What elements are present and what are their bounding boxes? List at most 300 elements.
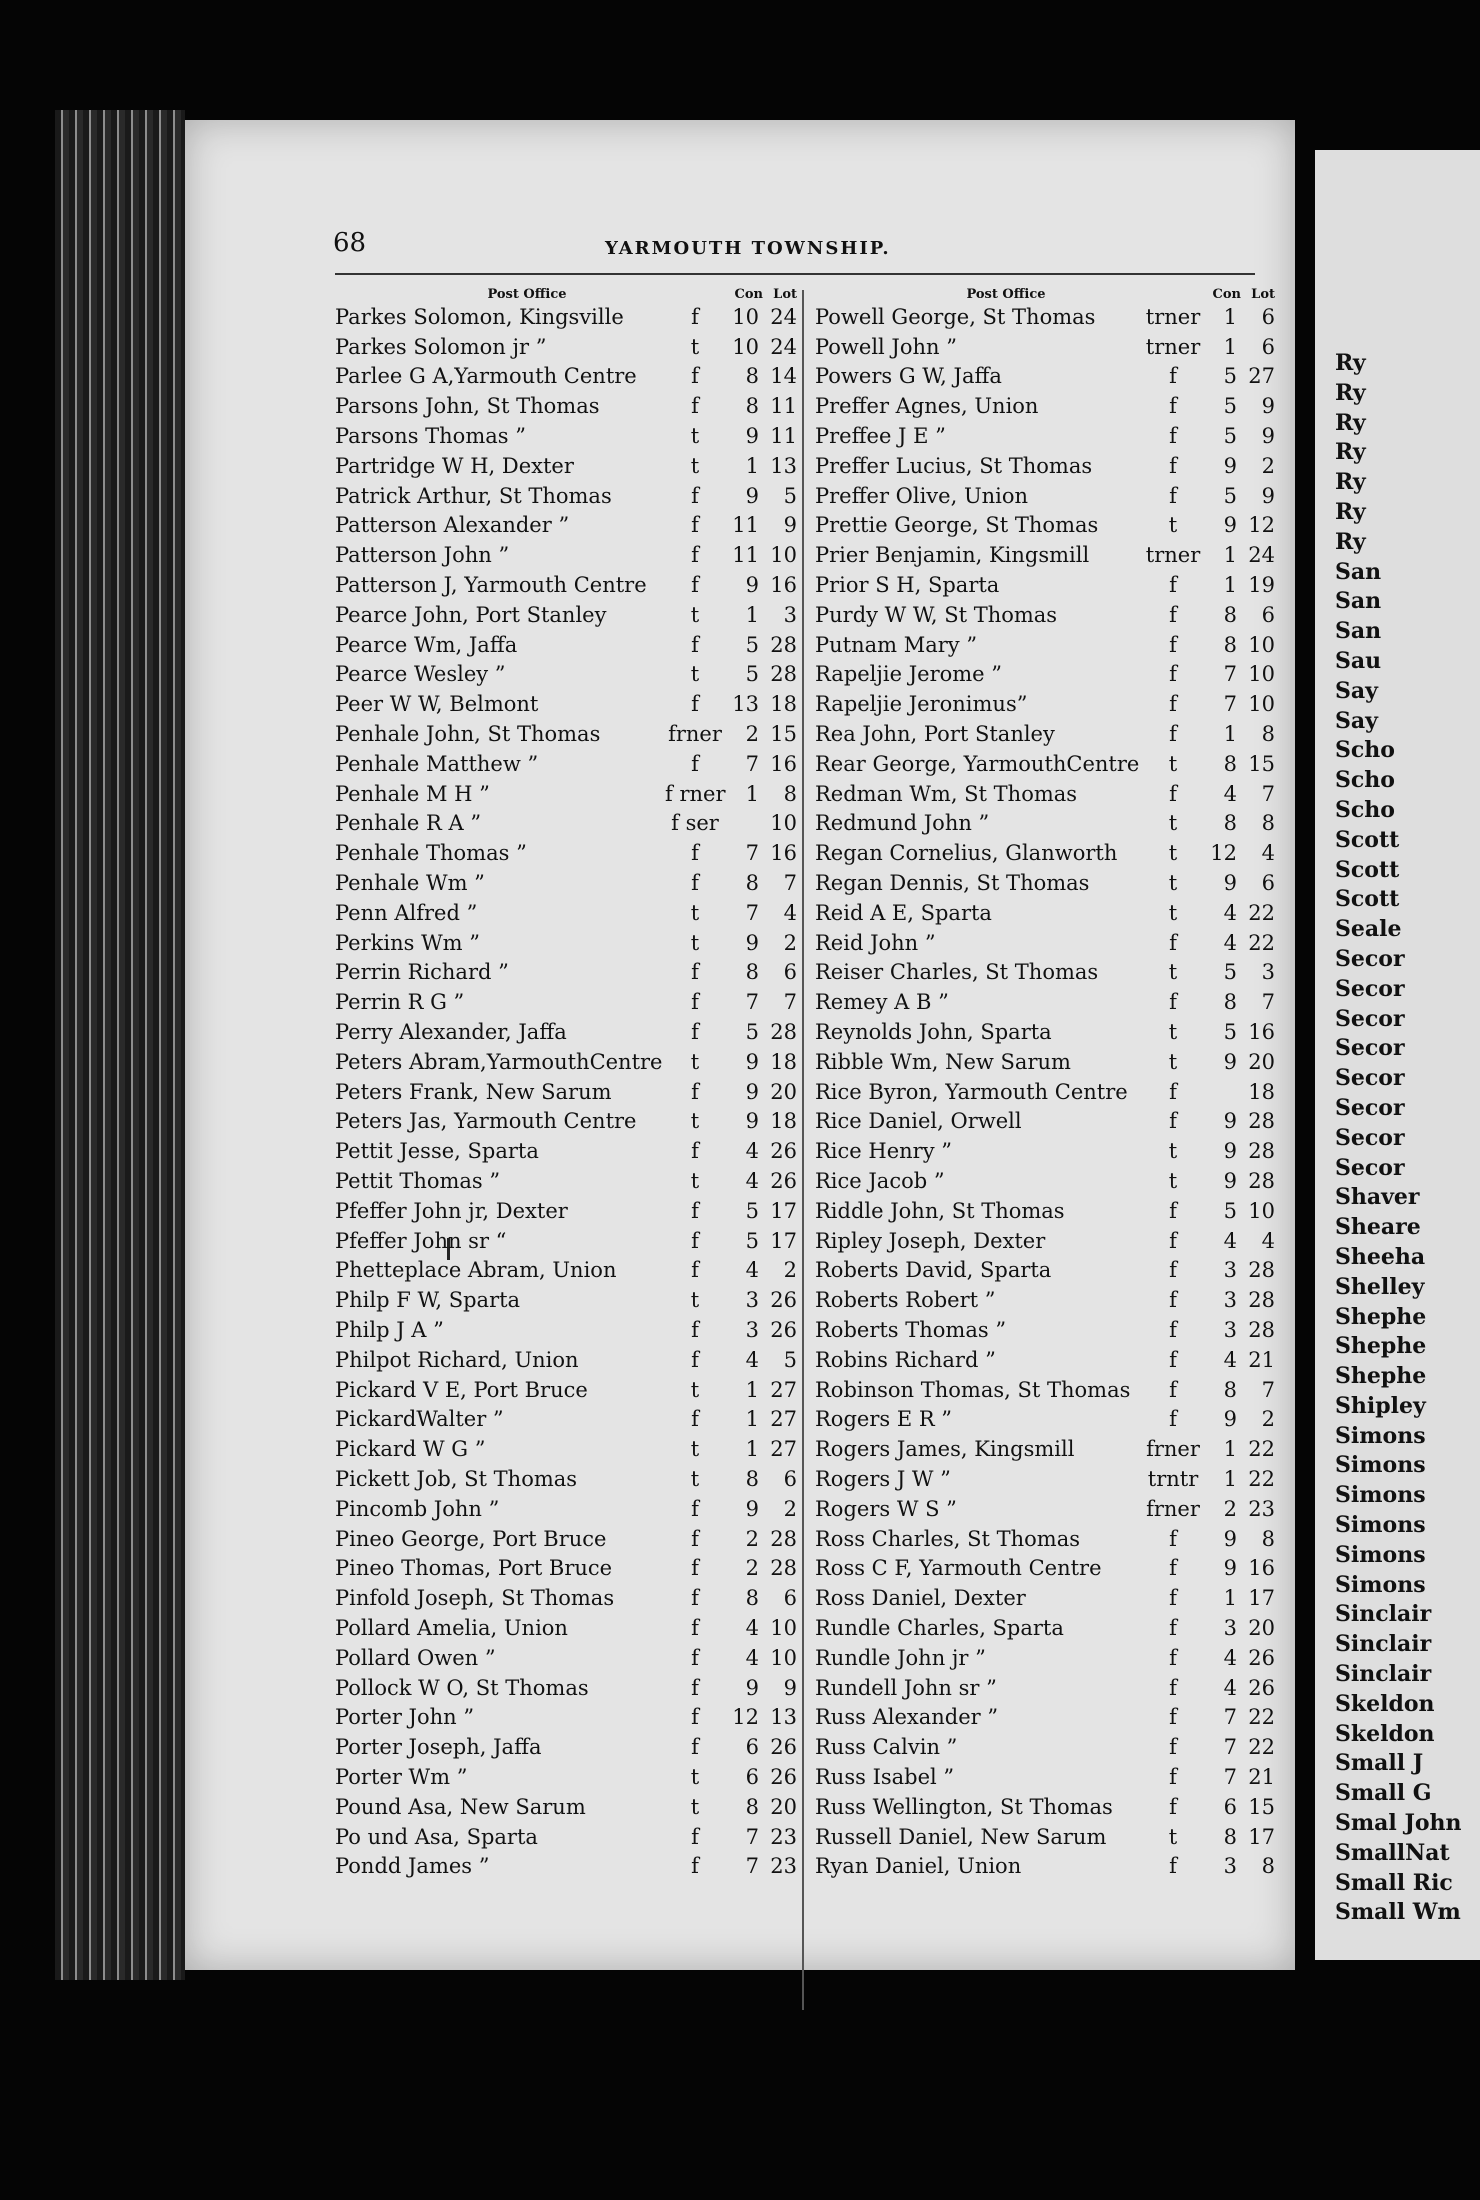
entry-tenure: f [691,394,699,419]
entry-tenure: f [691,960,699,985]
list-item [335,362,797,392]
entry-name: Rundle Charles, Sparta [815,1615,1064,1640]
entry-tenure: t [690,453,700,478]
column-divider [802,290,804,2010]
list-item [335,898,797,928]
entry-lot: 17 [770,1198,797,1223]
entry-lot: 14 [770,364,797,389]
entry-con: 4 [1223,1347,1237,1372]
facing-page-line: Scott [1335,856,1400,883]
list-item [335,1136,797,1166]
entry-name: Preffer Lucius, St Thomas [815,453,1093,478]
entry-tenure: f [1169,1556,1177,1581]
entry-con: 7 [745,990,759,1015]
list-item [815,660,1275,690]
entry-con: 7 [1223,662,1237,687]
entry-tenure: f [1169,1258,1177,1283]
entry-tenure: f [691,573,699,598]
entry-tenure: t [1168,1824,1178,1849]
entry-lot: 26 [1248,1675,1275,1700]
list-item [815,540,1275,570]
entry-name: Pickard W G ” [335,1437,486,1462]
entry-lot: 26 [770,1735,797,1760]
entry-lot: 9 [783,513,797,538]
entry-tenure: f [1169,1794,1177,1819]
list-item [815,421,1275,451]
list-item [335,1702,797,1732]
entry-lot: 13 [770,453,797,478]
entry-lot: 2 [1261,453,1275,478]
facing-page-line: San [1335,558,1382,585]
entry-tenure: f [1169,1764,1177,1789]
list-item [815,1017,1275,1047]
right-column-header [815,284,1275,302]
entry-tenure: f [691,841,699,866]
entry-con: 11 [732,543,759,568]
list-item [815,987,1275,1017]
entry-tenure: f ser [671,811,719,836]
header-rule [335,273,1255,275]
list-item [335,928,797,958]
entry-lot: 22 [1248,1466,1275,1491]
lot-header: Lot [773,287,797,302]
entry-lot: 10 [1248,632,1275,657]
entry-name: Parlee G A,Yarmouth Centre [335,364,637,389]
entry-con: 1 [745,1407,759,1432]
entry-con: 1 [745,1437,759,1462]
facing-page-line: Simons [1335,1422,1426,1449]
entry-lot: 15 [770,722,797,747]
entry-lot: 3 [783,602,797,627]
entry-lot: 16 [1248,1020,1275,1045]
entry-lot: 17 [1248,1586,1275,1611]
entry-tenure: f [1169,1854,1177,1879]
entry-lot: 8 [1261,722,1275,747]
entry-name: Robins Richard ” [815,1347,996,1372]
entry-con: 8 [745,871,759,896]
entry-lot: 20 [770,1794,797,1819]
entry-lot: 26 [770,1764,797,1789]
entry-con: 8 [1223,990,1237,1015]
entry-lot: 11 [770,424,797,449]
facing-page-line: Secor [1335,1035,1405,1062]
entry-con: 5 [745,662,759,687]
entry-name: Preffer Olive, Union [815,483,1029,508]
con-header: Con [734,287,763,302]
entry-tenure: f [1169,692,1177,717]
entry-con: 5 [1223,364,1237,389]
facing-page-line: Shipley [1335,1392,1426,1419]
entry-tenure: f [691,513,699,538]
entry-con: 4 [1223,1675,1237,1700]
facing-page-line: Scott [1335,886,1400,913]
entry-name: Philp F W, Sparta [335,1288,521,1313]
list-item [815,1583,1275,1613]
entry-name: Pollock W O, St Thomas [335,1675,589,1700]
entry-lot: 4 [1261,1228,1275,1253]
entry-tenure: f [691,364,699,389]
list-item [335,1613,797,1643]
entry-con: 9 [1223,1526,1237,1551]
facing-page-line: Secor [1335,975,1405,1002]
entry-con: 9 [1223,1556,1237,1581]
entry-tenure: f [691,1496,699,1521]
entry-con: 6 [745,1764,759,1789]
entry-name: Peters Jas, Yarmouth Centre [335,1109,637,1134]
facing-page-line: Seale [1335,916,1402,943]
entry-lot: 18 [1248,1079,1275,1104]
entry-name: Rice Henry ” [815,1139,952,1164]
entry-tenure: f [1169,1645,1177,1670]
list-item [335,868,797,898]
list-item [815,1702,1275,1732]
facing-page-line: Scho [1335,796,1395,823]
entry-con: 4 [745,1347,759,1372]
entry-tenure: t [690,1049,700,1074]
entry-con: 9 [1223,453,1237,478]
entry-con: 9 [745,930,759,955]
entry-tenure: f [691,1020,699,1045]
entry-tenure: t [690,900,700,925]
entry-lot: 23 [770,1854,797,1879]
entry-lot: 16 [1248,1556,1275,1581]
entry-con: 3 [745,1288,759,1313]
entry-lot: 24 [1248,543,1275,568]
facing-page-line: Secor [1335,1124,1405,1151]
facing-page-line: Ry [1335,379,1366,406]
entry-lot: 6 [1261,304,1275,329]
entry-name: Perry Alexander, Jaffa [335,1020,567,1045]
entry-name: Perkins Wm ” [335,930,480,955]
entry-con: 4 [1223,1228,1237,1253]
entry-lot: 6 [1261,602,1275,627]
post-office-header: Post Office [966,287,1046,302]
facing-page-line: Say [1335,707,1378,734]
entry-name: Prior S H, Sparta [815,573,1000,598]
entry-con: 1 [1223,1437,1237,1462]
entry-tenure: f [1169,1586,1177,1611]
entry-lot: 18 [770,692,797,717]
list-item [815,1196,1275,1226]
list-item [815,1375,1275,1405]
entry-tenure: t [690,1377,700,1402]
entry-tenure: f [1169,1377,1177,1402]
facing-page-line: Sheare [1335,1214,1421,1241]
entry-lot: 28 [770,1556,797,1581]
entry-name: Russell Daniel, New Sarum [815,1824,1107,1849]
entry-lot: 2 [1261,1407,1275,1432]
entry-lot: 28 [1248,1139,1275,1164]
entry-name: Pfeffer John sr “ [335,1228,507,1253]
facing-page-line: Skeldon [1335,1690,1435,1717]
entry-name: Porter John ” [335,1705,475,1730]
entry-lot: 28 [1248,1288,1275,1313]
entry-con: 8 [1223,751,1237,776]
entry-lot: 28 [1248,1258,1275,1283]
list-item [815,1673,1275,1703]
entry-lot: 6 [783,960,797,985]
list-item [815,511,1275,541]
entry-con: 7 [1223,1735,1237,1760]
entry-tenure: f [1169,394,1177,419]
entry-tenure: f [691,1705,699,1730]
entry-name: Rice Daniel, Orwell [815,1109,1022,1134]
entry-tenure: f [691,1347,699,1372]
entry-tenure: f [1169,424,1177,449]
list-item [815,689,1275,719]
entry-con: 8 [1223,632,1237,657]
list-item [815,1136,1275,1166]
entry-con: 1 [1223,722,1237,747]
entry-name: Peters Abram,YarmouthCentre [335,1049,663,1074]
entry-con: 12 [732,1705,759,1730]
list-item [815,481,1275,511]
entry-con: 1 [1223,1466,1237,1491]
entry-con: 2 [745,1556,759,1581]
facing-page-line: Simons [1335,1571,1426,1598]
entry-con: 5 [745,632,759,657]
post-office-header: Post Office [487,287,567,302]
entry-lot: 8 [1261,811,1275,836]
facing-page-line: Ry [1335,528,1366,555]
list-item [815,1077,1275,1107]
entry-name: Prier Benjamin, Kingsmill [815,543,1090,568]
entry-name: Philp J A ” [335,1317,444,1342]
entry-lot: 17 [1248,1824,1275,1849]
list-item [815,1285,1275,1315]
entry-con: 9 [745,424,759,449]
entry-name: Reynolds John, Sparta [815,1020,1052,1045]
entry-name: Porter Joseph, Jaffa [335,1735,542,1760]
facing-page-line: Small J [1335,1750,1424,1777]
entry-name: Pineo Thomas, Port Bruce [335,1556,613,1581]
entry-lot: 12 [1248,513,1275,538]
entry-tenure: f [1169,1347,1177,1372]
entry-name: Rogers J W ” [815,1466,951,1491]
facing-page-line: Simons [1335,1512,1426,1539]
entry-con: 2 [1223,1496,1237,1521]
facing-page-line: Sinclair [1335,1631,1432,1658]
entry-name: Russ Wellington, St Thomas [815,1794,1113,1819]
entry-lot: 10 [770,811,797,836]
list-item [335,809,797,839]
entry-con: 9 [745,1109,759,1134]
entry-name: Pollard Amelia, Union [335,1615,568,1640]
facing-page-lines [1315,350,1480,1929]
list-item [815,570,1275,600]
facing-page-line: Scott [1335,826,1400,853]
entry-tenure: frner [1146,1437,1200,1462]
entry-con: 1 [1223,543,1237,568]
entry-con: 1 [1223,304,1237,329]
entry-con: 3 [1223,1288,1237,1313]
list-item [815,451,1275,481]
entry-lot: 4 [1261,841,1275,866]
entry-lot: 2 [783,1496,797,1521]
list-item [335,1285,797,1315]
entry-con: 7 [1223,692,1237,717]
entry-tenure: f [691,871,699,896]
entry-name: Preffer Agnes, Union [815,394,1039,419]
entry-tenure: f [691,1258,699,1283]
entry-lot: 16 [770,841,797,866]
entry-tenure: t [1168,1139,1178,1164]
directory-page [185,120,1295,1970]
entry-con: 5 [1223,1198,1237,1223]
entry-name: Rapeljie Jeronimus” [815,692,1028,717]
list-item [335,958,797,988]
list-item [815,749,1275,779]
entry-lot: 8 [1261,1526,1275,1551]
entry-lot: 16 [770,573,797,598]
entry-name: Porter Wm ” [335,1764,468,1789]
entry-name: Putnam Mary ” [815,632,978,657]
facing-page-line: Simons [1335,1482,1426,1509]
list-item [815,779,1275,809]
entry-tenure: f [1169,1228,1177,1253]
entry-name: Ross C F, Yarmouth Centre [815,1556,1102,1581]
facing-page-line: San [1335,588,1382,615]
entry-lot: 10 [770,543,797,568]
entry-tenure: f [691,1854,699,1879]
entry-con: 3 [745,1317,759,1342]
entry-lot: 5 [783,483,797,508]
entry-name: Rogers E R ” [815,1407,953,1432]
entry-name: Roberts Thomas ” [815,1317,1007,1342]
entry-con: 13 [732,692,759,717]
entry-name: Robinson Thomas, St Thomas [815,1377,1131,1402]
entry-name: Riddle John, St Thomas [815,1198,1065,1223]
entry-tenure: t [1168,960,1178,985]
entry-name: Rogers James, Kingsmill [815,1437,1075,1462]
entry-lot: 17 [770,1228,797,1253]
entry-name: Parkes Solomon, Kingsville [335,304,624,329]
entry-tenure: f [691,632,699,657]
entry-lot: 23 [1248,1496,1275,1521]
entry-tenure: f [1169,1407,1177,1432]
entry-name: Russ Alexander ” [815,1705,999,1730]
entry-tenure: f [691,1675,699,1700]
list-item [335,302,797,332]
entry-lot: 10 [770,1645,797,1670]
entry-tenure: t [690,424,700,449]
list-item [815,1256,1275,1286]
entry-con: 8 [745,960,759,985]
list-item [815,1226,1275,1256]
entry-con: 3 [1223,1317,1237,1342]
entry-tenure: frner [1146,1496,1200,1521]
entry-con: 4 [745,1139,759,1164]
entry-tenure: frner [668,722,722,747]
entry-name: Ribble Wm, New Sarum [815,1049,1071,1074]
entry-tenure: f [1169,1526,1177,1551]
entry-tenure: f [691,1407,699,1432]
entry-name: Phetteplace Abram, Union [335,1258,617,1283]
entry-con: 1 [1223,334,1237,359]
entry-con: 7 [745,1824,759,1849]
entry-lot: 28 [1248,1317,1275,1342]
entry-con: 9 [745,1079,759,1104]
entry-tenure: t [690,334,700,359]
entry-tenure: t [690,1466,700,1491]
entry-lot: 21 [1248,1347,1275,1372]
entry-tenure: f [691,1317,699,1342]
entry-lot: 4 [783,900,797,925]
entry-lot: 11 [770,394,797,419]
list-item [815,302,1275,332]
entry-lot: 8 [783,781,797,806]
right-column [815,284,1275,1881]
entry-lot: 16 [770,751,797,776]
facing-page-line: Ry [1335,469,1366,496]
entry-tenure: f [1169,1675,1177,1700]
entry-con: 3 [1223,1854,1237,1879]
entry-name: Pincomb John ” [335,1496,500,1521]
entry-con: 5 [1223,1020,1237,1045]
entry-name: Pearce John, Port Stanley [335,602,607,627]
entry-name: Redmund John ” [815,811,990,836]
entry-tenure: f [691,1824,699,1849]
entry-con: 8 [745,1466,759,1491]
list-item [335,421,797,451]
entry-lot: 10 [1248,1198,1275,1223]
entry-name: Russ Isabel ” [815,1764,955,1789]
entry-lot: 28 [770,1020,797,1045]
list-item [335,332,797,362]
list-item [335,511,797,541]
list-item [335,1196,797,1226]
entry-lot: 26 [770,1139,797,1164]
list-item [335,1524,797,1554]
entry-tenure: t [1168,1169,1178,1193]
entry-tenure: t [690,1169,700,1193]
list-item [815,1315,1275,1345]
entry-lot: 28 [770,632,797,657]
entry-con: 9 [745,1049,759,1074]
list-item [335,749,797,779]
entry-tenure: t [690,1764,700,1789]
entry-con: 4 [745,1258,759,1283]
entry-con: 10 [732,304,759,329]
facing-page-line: Secor [1335,1154,1405,1181]
list-item [815,1404,1275,1434]
entry-con: 4 [1223,900,1237,925]
entry-name: Peer W W, Belmont [335,692,539,717]
entry-name: Ripley Joseph, Dexter [815,1228,1046,1253]
entry-con: 9 [745,573,759,598]
entry-lot: 27 [770,1437,797,1462]
entry-lot: 27 [1248,364,1275,389]
entry-con: 4 [745,1615,759,1640]
entry-lot: 20 [770,1079,797,1104]
entry-con: 12 [1210,841,1237,866]
entry-lot: 7 [1261,1377,1275,1402]
list-item [815,868,1275,898]
entry-tenure: f [1169,930,1177,955]
entry-lot: 22 [1248,1735,1275,1760]
entry-lot: 26 [770,1317,797,1342]
list-item [815,1434,1275,1464]
entry-name: Perrin Richard ” [335,960,509,985]
entry-lot: 9 [1261,394,1275,419]
entry-lot: 27 [770,1377,797,1402]
entry-tenure: f [1169,364,1177,389]
entry-con: 1 [1223,1586,1237,1611]
list-item [335,1404,797,1434]
entry-name: Pettit Thomas ” [335,1169,501,1193]
entry-con: 7 [1223,1764,1237,1789]
facing-page-line: Shephe [1335,1303,1427,1330]
